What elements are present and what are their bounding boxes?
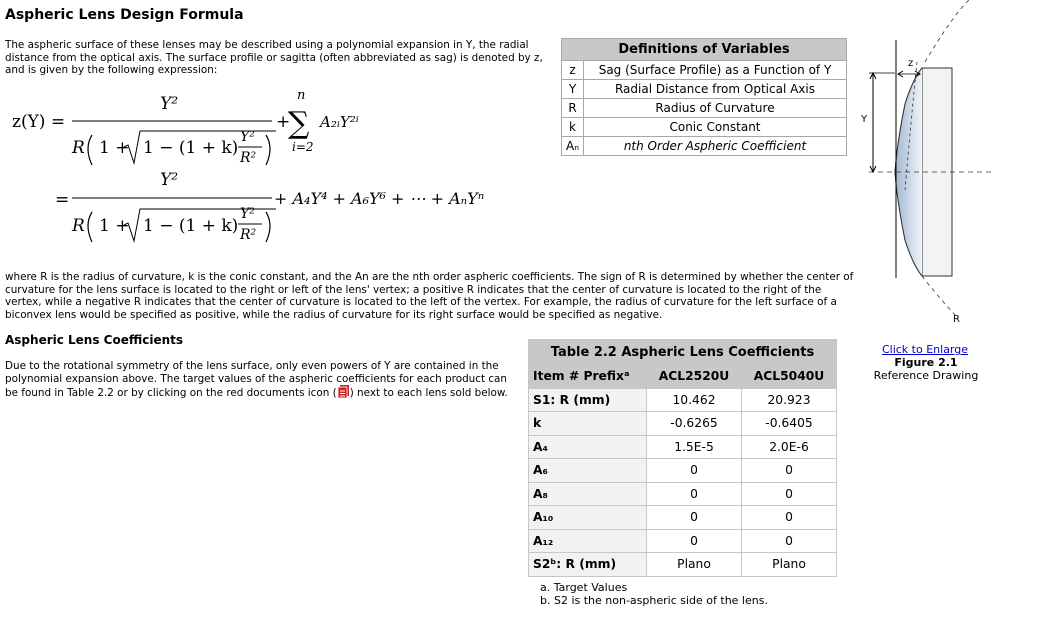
table-row: A₁₀ 0 0 xyxy=(529,506,837,530)
definitions-table xyxy=(561,38,847,156)
formula-lhs: z(Y) = xyxy=(12,112,66,132)
svg-text:+: + xyxy=(276,112,291,132)
formula-series: + A₄Y⁴ + A₆Y⁶ + ⋯ + AₙYⁿ xyxy=(274,189,485,208)
footnote-a: a. Target Values xyxy=(540,581,628,594)
reference-drawing[interactable] xyxy=(861,0,995,335)
sum-symbol: ∑ xyxy=(288,106,310,141)
label-r: R xyxy=(953,314,960,325)
table-row: A₄ 1.5E-5 2.0E-6 xyxy=(529,435,837,459)
definitions-header: Definitions of Variables xyxy=(562,39,847,61)
svg-text:1 +: 1 + xyxy=(99,216,130,236)
coefficients-table-title: Table 2.2 Aspheric Lens Coefficients xyxy=(529,340,837,365)
where-paragraph: where R is the radius of curvature, k is the conic constant, and the An are the nth order aspheric coefficients. The sign of R is determined by whether the center of curvature for the lens surface is located to the right or left of the lens' vertex; a positive R indicates that the center of curvature is located to the right of the vertex, while a negative R indicates that the center of curvature is located to the left of the vertex. For example, the radius of curvature for the left surface of a biconvex lens would be specified as positive, while the radius of curvature for its right surface would be specified as negative. xyxy=(5,271,854,321)
footnote-b: b. S2 is the non-aspheric side of the lens. xyxy=(540,594,768,607)
section-title-coefficients: Aspheric Lens Coefficients xyxy=(5,333,184,347)
svg-text:n: n xyxy=(297,88,306,103)
table-row: z Sag (Surface Profile) as a Function of Y xyxy=(562,61,847,80)
column-header: ACL2520U xyxy=(647,365,742,389)
svg-text:=: = xyxy=(55,190,70,210)
svg-text:Y²: Y² xyxy=(160,170,179,190)
svg-text:1 − (1 + k): 1 − (1 + k) xyxy=(143,216,239,236)
table-row: S2ᵇ: R (mm) Plano Plano xyxy=(529,553,837,577)
svg-text:R: R xyxy=(72,138,85,158)
table-row: S1: R (mm) 10.462 20.923 xyxy=(529,388,837,412)
svg-text:1 +: 1 + xyxy=(99,138,130,158)
svg-text:Y²: Y² xyxy=(240,206,255,222)
table-row: Aₙ nth Order Aspheric Coefficient xyxy=(562,137,847,156)
coefficients-table xyxy=(528,339,837,577)
table-row: A₆ 0 0 xyxy=(529,459,837,483)
table-row: k -0.6265 -0.6405 xyxy=(529,412,837,436)
column-header: Item # Prefixᵃ xyxy=(529,365,647,389)
page-title: Aspheric Lens Design Formula xyxy=(5,7,244,23)
intro-paragraph: The aspheric surface of these lenses may be described using a polynomial expansion in Y, the radial distance from the optical axis. The surface profile or sagitta (often abbreviated as sag) is denoted by z, and is given by the following expression: xyxy=(5,39,543,77)
svg-text:1 − (1 + k): 1 − (1 + k) xyxy=(143,138,239,158)
column-header: ACL5040U xyxy=(742,365,837,389)
table-row: Y Radial Distance from Optical Axis xyxy=(562,80,847,99)
svg-text:R²: R² xyxy=(240,150,257,166)
table-row: A₈ 0 0 xyxy=(529,482,837,506)
figure-subcaption: Reference Drawing xyxy=(873,369,979,382)
svg-text:i=2: i=2 xyxy=(292,140,314,154)
svg-text:R: R xyxy=(72,216,85,236)
label-y: Y xyxy=(861,114,868,125)
svg-text:Y²: Y² xyxy=(240,129,255,145)
red-documents-icon[interactable] xyxy=(338,385,349,398)
sag-formula xyxy=(0,85,520,255)
label-z: z xyxy=(908,58,914,69)
figure-caption: Figure 2.1 xyxy=(894,356,958,369)
click-to-enlarge-link[interactable]: Click to Enlarge xyxy=(881,343,969,356)
table-row: k Conic Constant xyxy=(562,118,847,137)
formula-numerator: Y² xyxy=(160,94,179,114)
coefficients-paragraph: Due to the rotational symmetry of the lens surface, only even powers of Y are contained in the polynomial expansion above. The target values of the aspheric coefficients for each product can be found in Table 2.2 or by clicking on the red documents icon ( ) next to each lens sold below. xyxy=(5,360,508,400)
svg-text:R²: R² xyxy=(240,227,257,243)
svg-text:A₂ᵢY²ⁱ: A₂ᵢY²ⁱ xyxy=(320,113,359,131)
table-row: A₁₂ 0 0 xyxy=(529,529,837,553)
table-row: R Radius of Curvature xyxy=(562,99,847,118)
